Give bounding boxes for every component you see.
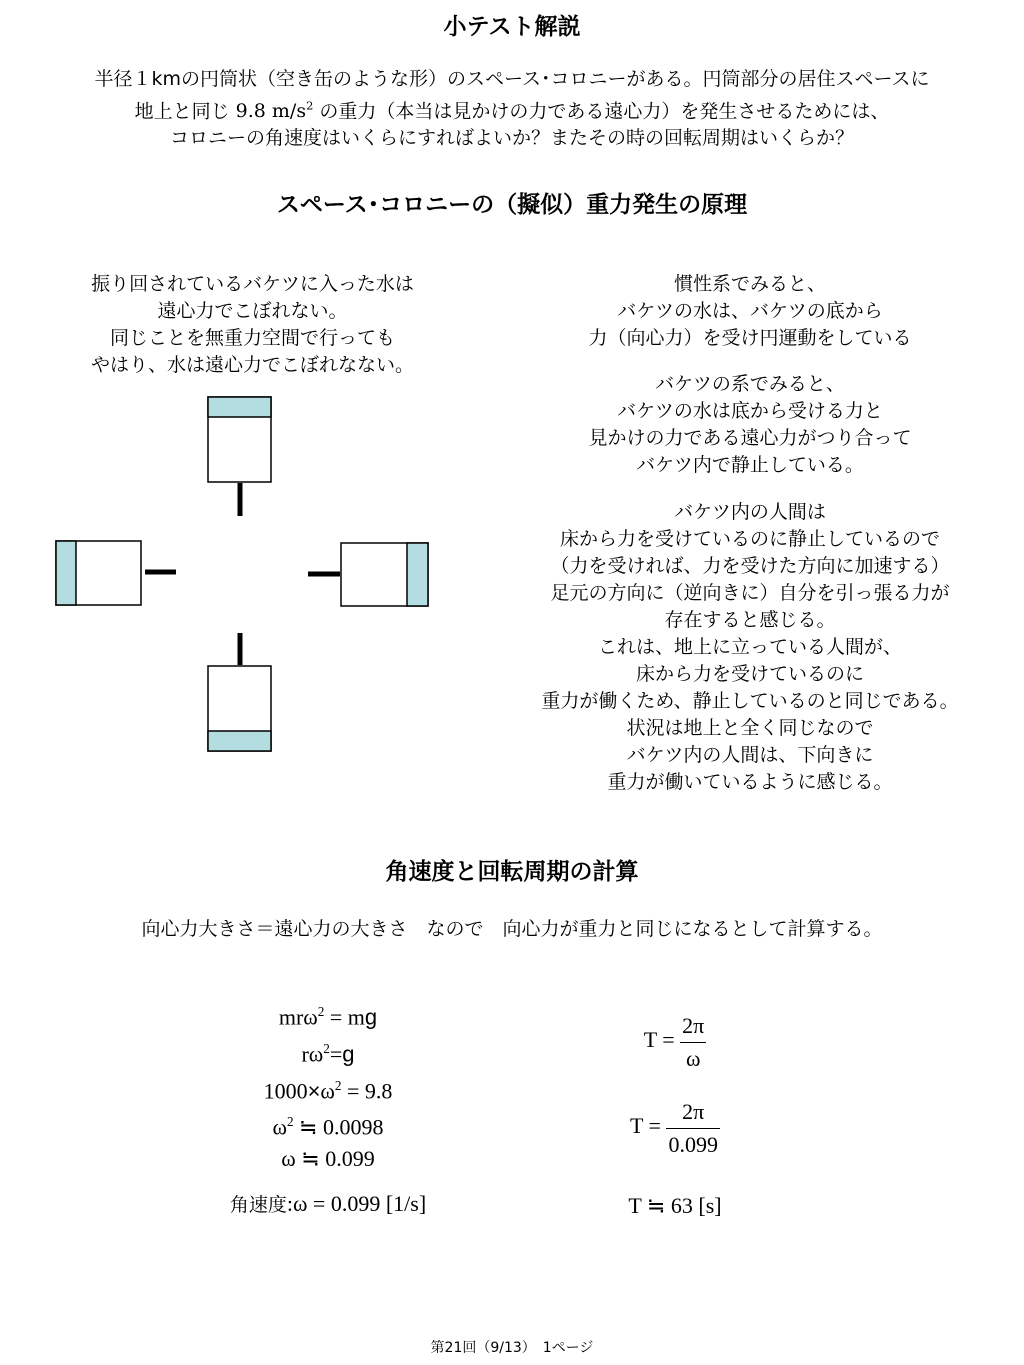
water-top <box>208 397 271 417</box>
person-text-line: バケツ内の人間は <box>674 501 826 523</box>
t2-numerator: 2π <box>682 1099 705 1124</box>
t1-lhs: T = <box>643 1027 681 1053</box>
eq2-lhs: rω <box>301 1041 324 1067</box>
eq2-exponent: 2 <box>323 1040 330 1056</box>
equation-3 <box>178 1070 478 1107</box>
bucket-frame-text-line: バケツ内で静止している。 <box>636 454 864 476</box>
eq4-omega: ω <box>272 1114 287 1140</box>
person-text-line: （力を受ければ、力を受けた方向に加速する） <box>550 555 950 577</box>
page-footer: 第21回（9/13） 1ページ <box>430 1340 594 1356</box>
section-heading-calculation: 角速度と回転周期の計算 <box>385 859 639 885</box>
t1-denominator: ω <box>680 1042 706 1075</box>
equation-2 <box>178 1033 478 1070</box>
eq1-lhs: mrω <box>278 1004 318 1030</box>
problem-line-1: 半径１kmの円筒状（空き缶のような形）のスペース･コロニーがある。円筒部分の居住スペースに <box>94 68 930 90</box>
eq3-exponent: 2 <box>334 1077 342 1093</box>
eq3-rhs: = 9.8 <box>341 1077 393 1103</box>
t1-numerator: 2π <box>682 1013 705 1038</box>
problem-statement <box>0 66 1024 152</box>
equation-4 <box>178 1106 478 1143</box>
equation-1 <box>178 996 478 1033</box>
t2-fraction <box>666 1096 720 1160</box>
inertial-text-line: バケツの水は、バケツの底から <box>617 300 883 322</box>
t2-denominator: 0.099 <box>666 1128 720 1161</box>
eq3-times: × <box>307 1077 321 1103</box>
bucket-text-line: やはり、水は遠心力でこぼれなない。 <box>90 354 414 376</box>
eq1-exponent: 2 <box>317 1004 325 1019</box>
section-heading-principle: スペース･コロニーの（擬似）重力発生の原理 <box>276 192 748 218</box>
period-result: T ≒ 63 [s] <box>628 1193 722 1218</box>
eq3-omega: ω <box>320 1077 335 1103</box>
person-in-bucket-explanation <box>505 499 995 796</box>
water-left <box>56 541 76 605</box>
bucket-frame-text-line: バケツの水は底から受ける力と <box>617 400 883 422</box>
period-formula <box>560 1010 790 1074</box>
water-right <box>407 543 428 606</box>
problem-line-2-pre: 地上と同じ <box>134 100 230 123</box>
eq1-g: g <box>364 1004 378 1030</box>
bucket-explanation <box>40 271 465 379</box>
angular-velocity-result <box>178 1188 478 1222</box>
bucket-text-line: 遠心力でこぼれない。 <box>157 300 348 322</box>
angular-velocity-derivation <box>178 996 478 1175</box>
gravity-exponent: 2 <box>306 99 314 113</box>
inertial-frame-explanation <box>505 271 995 352</box>
t2-lhs: T = <box>630 1113 667 1139</box>
bucket-bottom <box>208 666 271 751</box>
bucket-top <box>208 397 271 482</box>
eq4-rhs: ≒ 0.0098 <box>293 1114 384 1140</box>
gravity-value-text: 9.8 m/s <box>235 100 307 123</box>
bucket-right <box>341 543 428 606</box>
bucket-text-line: 同じことを無重力空間で行っても <box>109 327 395 349</box>
inertial-text-line: 力（向心力）を受け円運動をしている <box>588 327 912 349</box>
inertial-text-line: 慣性系でみると、 <box>673 273 826 295</box>
person-text-line: 状況は地上と全く同じなので <box>626 717 874 739</box>
eq4-exponent: 2 <box>286 1114 294 1130</box>
person-text-line: 床から力を受けているのに静止しているので <box>559 528 940 550</box>
person-text-line: バケツ内の人間は、下向きに <box>626 744 874 766</box>
water-bottom <box>208 731 271 751</box>
bucket-frame-text-line: バケツの系でみると、 <box>655 373 845 395</box>
period-substitution <box>560 1096 790 1160</box>
bucket-text-line: 振り回されているバケツに入った水は <box>91 273 414 295</box>
equation-5: ω ≒ 0.099 <box>281 1146 375 1172</box>
person-text-line: これは、地上に立っている人間が、 <box>597 636 902 658</box>
rotating-buckets-diagram <box>40 390 460 760</box>
person-text-line: 床から力を受けているのに <box>635 663 864 685</box>
eq2-g: g <box>342 1041 355 1067</box>
eq3-number: 1000 <box>263 1077 308 1103</box>
calculation-intro: 向心力大きさ＝遠心力の大きさ なので 向心力が重力と同じになるとして計算する。 <box>141 918 883 940</box>
problem-line-2-post: の重力（本当は見かけの力である遠心力）を発生させるためには、 <box>319 100 890 123</box>
problem-line-3: コロニーの角速度はいくらにすればよいか？またその時の回転周期はいくらか？ <box>169 127 854 150</box>
person-text-line: 存在すると感じる。 <box>664 609 836 631</box>
bucket-left <box>56 541 141 605</box>
person-text-line: 重力が働いているように感じる。 <box>607 771 893 793</box>
person-text-line: 重力が働くため、静止しているのと同じである。 <box>541 690 959 712</box>
eq2-mid: = <box>329 1041 343 1067</box>
page-title: 小テスト解説 <box>443 14 581 40</box>
angular-velocity-label: 角速度 <box>229 1194 287 1216</box>
eq1-mid: = m <box>324 1004 365 1030</box>
problem-line-2 <box>0 93 1024 125</box>
angular-velocity-value: :ω = 0.099 [1/s] <box>286 1191 427 1216</box>
bucket-frame-text-line: 見かけの力である遠心力がつり合って <box>588 427 912 449</box>
gravity-value <box>236 100 314 122</box>
person-text-line: 足元の方向に（逆向きに）自分を引っ張る力が <box>550 582 950 604</box>
t1-fraction <box>680 1010 706 1074</box>
bucket-frame-explanation <box>505 371 995 479</box>
